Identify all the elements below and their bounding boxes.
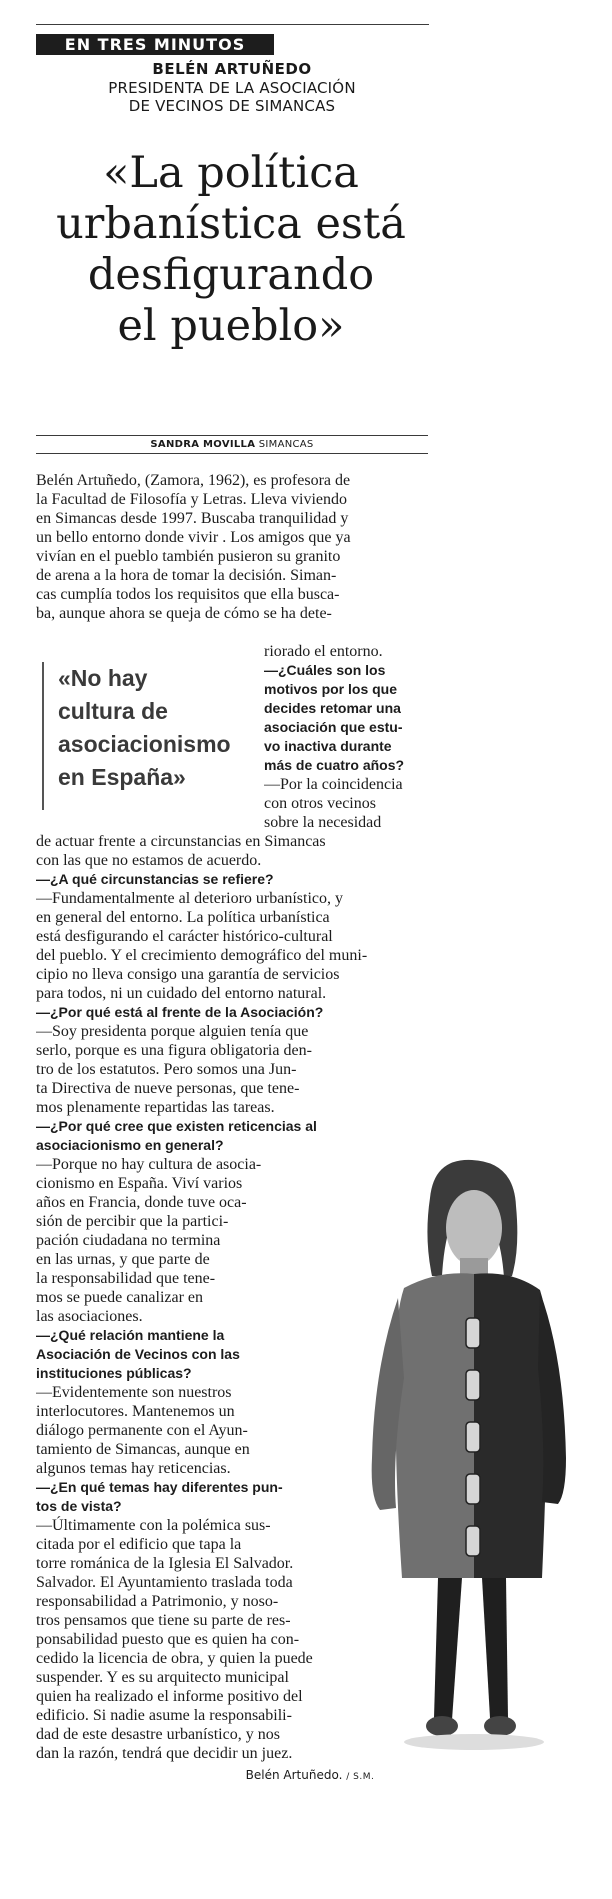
text-line: en Simancas desde 1997. Buscaba tranquilidad y: [36, 510, 349, 527]
text-line: cionismo en España. Viví varios: [36, 1175, 243, 1192]
interviewee-role: [36, 79, 428, 115]
photo-credit: / S.M.: [346, 1772, 375, 1782]
intro-paragraph: [36, 471, 428, 623]
text-line: responsabilidad a Patrimonio, y noso-: [36, 1593, 279, 1610]
interviewee-name: BELÉN ARTUÑEDO: [152, 60, 312, 78]
text-line: vivían en el pueblo también pusieron su granito: [36, 548, 341, 565]
byline-author: SANDRA MOVILLA: [150, 439, 256, 450]
text-line: edificio. Si nadie asume la responsabili-: [36, 1707, 292, 1724]
column-beside-photo: [36, 1098, 356, 1763]
question-line: vo inactiva durante: [264, 738, 392, 754]
text-line: un bello entorno donde vivir . Los amigos que ya: [36, 529, 351, 546]
main-column: [36, 832, 428, 1098]
text-line: —Porque no hay cultura de asocia-: [36, 1156, 262, 1173]
text-line: serlo, porque es una figura obligatoria den-: [36, 1042, 312, 1059]
text-line: de actuar frente a circunstancias en Simancas: [36, 833, 326, 850]
text-line: citada por el edificio que tapa la: [36, 1536, 242, 1553]
text-line: dan la razón, tendrá que decidir un juez.: [36, 1745, 293, 1762]
question-line: —¿Por qué está al frente de la Asociación?: [36, 1004, 324, 1020]
text-line: mos se puede canalizar en: [36, 1289, 204, 1306]
narrow-column: [264, 642, 428, 832]
text-line: interlocutores. Mantenemos un: [36, 1403, 235, 1420]
text-line: —Soy presidenta porque alguien tenía que: [36, 1023, 309, 1040]
text-line: ta Directiva de nueve personas, que tene-: [36, 1080, 300, 1097]
text-line: —Fundamentalmente al deterioro urbanístico, y: [36, 890, 344, 907]
portrait-photo: [334, 1158, 606, 1758]
text-line: tro de los estatutos. Pero somos una Jun-: [36, 1061, 297, 1078]
text-line: riorado el entorno.: [264, 643, 383, 660]
text-line: —Últimamente con la polémica sus-: [36, 1517, 271, 1534]
text-line: ponsabilidad puesto que es quien ha con-: [36, 1631, 300, 1648]
text-line: sobre la necesidad: [264, 814, 382, 831]
text-line: está desfigurando el carácter histórico-cultural: [36, 928, 333, 945]
headline: [20, 148, 442, 352]
text-line: mos plenamente repartidas las tareas.: [36, 1099, 275, 1116]
text-line: cedido la licencia de obra, y quien la puede: [36, 1650, 313, 1667]
question-line: asociación que estu-: [264, 719, 403, 735]
text-line: sión de percibir que la partici-: [36, 1213, 229, 1230]
text-line: cipio no lleva consigo una garantía de servicios: [36, 966, 340, 983]
text-line: pación ciudadana no termina: [36, 1232, 221, 1249]
text-line: para todos, ni un cuidado del entorno natural.: [36, 985, 327, 1002]
text-line: con las que no estamos de acuerdo.: [36, 852, 262, 869]
text-line: tamiento de Simancas, aunque en: [36, 1441, 250, 1458]
text-line: de arena a la hora de tomar la decisión. Siman-: [36, 567, 337, 584]
text-line: con otros vecinos: [264, 795, 376, 812]
pull-quote-bar: [42, 662, 44, 810]
byline-location: SIMANCAS: [258, 439, 314, 450]
question-line: asociacionismo en general?: [36, 1137, 224, 1153]
text-line: las asociaciones.: [36, 1308, 143, 1325]
photo-caption: [190, 1766, 430, 1784]
question-line: tos de vista?: [36, 1498, 122, 1514]
pull-quote-line: cultura de: [58, 698, 168, 724]
text-line: quien ha realizado el informe positivo del: [36, 1688, 303, 1705]
pull-quote-line: «No hay: [58, 665, 148, 691]
text-line: en general del entorno. La política urbanística: [36, 909, 330, 926]
role-line: DE VECINOS DE SIMANCAS: [128, 97, 336, 115]
text-line: la Facultad de Filosofía y Letras. Lleva viviendo: [36, 491, 348, 508]
byline-rule: [36, 453, 428, 454]
pull-quote: [58, 662, 258, 794]
text-line: algunos temas hay reticencias.: [36, 1460, 231, 1477]
top-rule: [36, 24, 429, 25]
text-line: ba, aunque ahora se queja de cómo se ha dete-: [36, 605, 332, 622]
question-line: más de cuatro años?: [264, 757, 405, 773]
headline-line: urbanística está: [56, 199, 406, 249]
byline: [36, 436, 428, 453]
question-line: motivos por los que: [264, 681, 398, 697]
text-line: —Por la coincidencia: [264, 776, 403, 793]
text-line: Belén Artuñedo, (Zamora, 1962), es profesora de: [36, 472, 351, 489]
question-line: —¿Cuáles son los: [264, 662, 386, 678]
question-line: decides retomar una: [264, 700, 401, 716]
text-line: —Evidentemente son nuestros: [36, 1384, 232, 1401]
headline-line: «La política: [103, 148, 359, 198]
text-line: tros pensamos que tiene su parte de res-: [36, 1612, 291, 1629]
question-line: —¿Qué relación mantiene la: [36, 1327, 225, 1343]
pull-quote-line: en España»: [58, 764, 186, 790]
question-line: —¿A qué circunstancias se refiere?: [36, 871, 274, 887]
text-line: en las urnas, y que parte de: [36, 1251, 210, 1268]
question-line: instituciones públicas?: [36, 1365, 192, 1381]
pull-quote-line: asociacionismo: [58, 731, 231, 757]
question-line: Asociación de Vecinos con las: [36, 1346, 240, 1362]
text-line: diálogo permanente con el Ayun-: [36, 1422, 248, 1439]
headline-line: desfigurando: [87, 250, 375, 300]
text-line: Salvador. El Ayuntamiento traslada toda: [36, 1574, 293, 1591]
text-line: dad de este desastre urbanístico, y nos: [36, 1726, 280, 1743]
question-line: —¿En qué temas hay diferentes pun-: [36, 1479, 283, 1495]
question-line: —¿Por qué cree que existen reticencias al: [36, 1118, 317, 1134]
section-tag: EN TRES MINUTOS: [36, 34, 274, 55]
role-line: PRESIDENTA DE LA ASOCIACIÓN: [108, 79, 356, 97]
headline-line: el pueblo»: [117, 301, 345, 351]
text-line: años en Francia, donde tuve oca-: [36, 1194, 247, 1211]
text-line: cas cumplía todos los requisitos que ella busca-: [36, 586, 340, 603]
text-line: suspender. Y es su arquitecto municipal: [36, 1669, 289, 1686]
text-line: torre románica de la Iglesia El Salvador.: [36, 1555, 294, 1572]
woman-portrait-figure: [334, 1158, 606, 1758]
caption-text: Belén Artuñedo.: [245, 1768, 343, 1782]
text-line: del pueblo. Y el crecimiento demográfico del muni-: [36, 947, 368, 964]
text-line: la responsabilidad que tene-: [36, 1270, 216, 1287]
